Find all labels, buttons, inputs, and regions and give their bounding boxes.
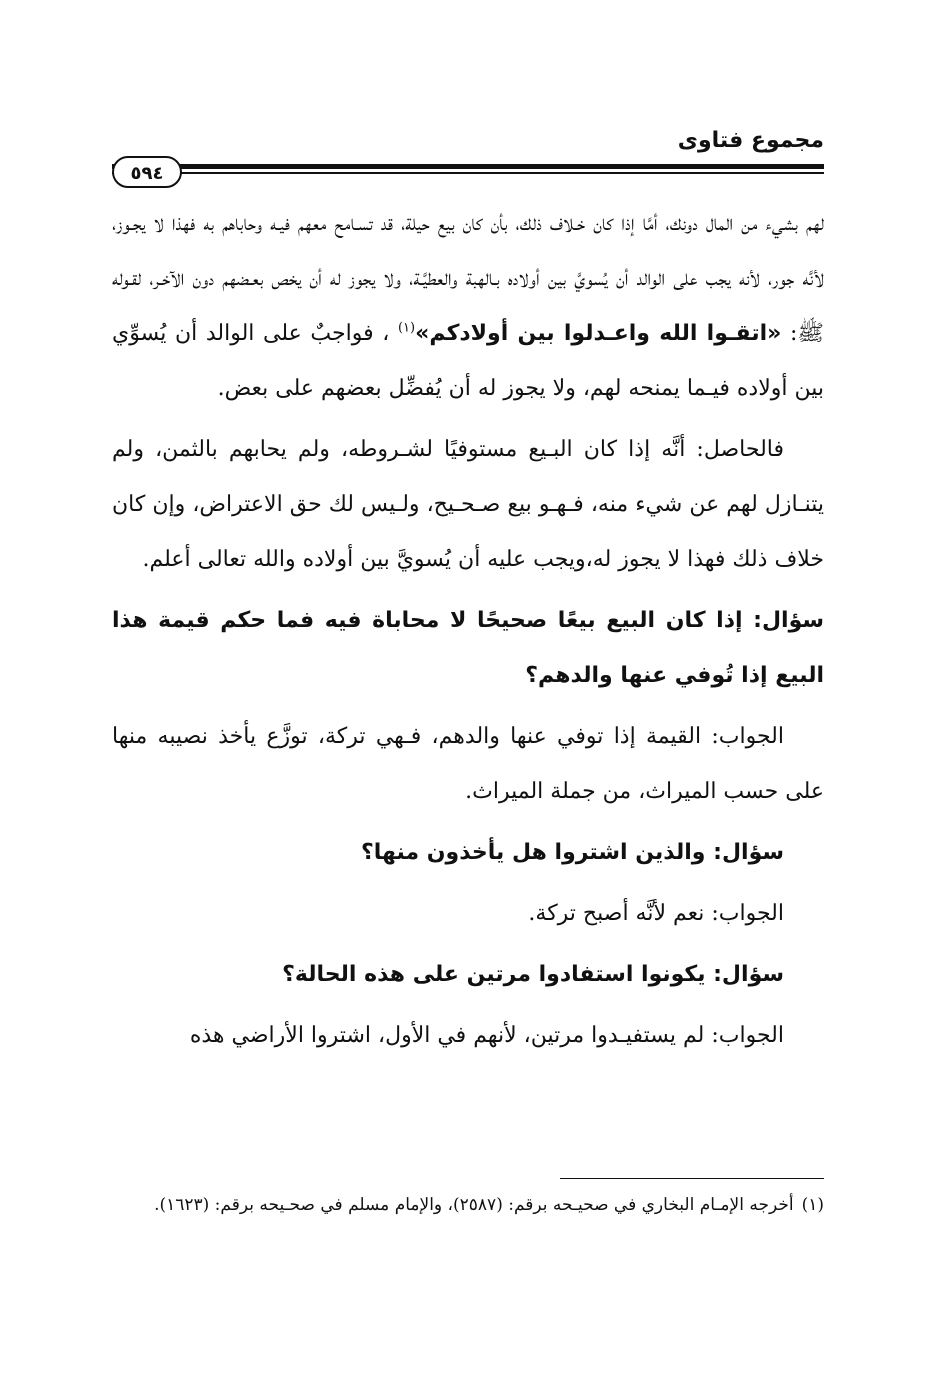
footnote-text: أخرجه الإمـام البخاري في صحيـحه برقم: (٢٥٨٧)، والإمام مسلم في صحـيحه برقم: (١٦٢٣). xyxy=(154,1195,794,1215)
paragraph-1 xyxy=(112,196,824,416)
page-number: ٥٩٤ xyxy=(112,156,182,188)
answer-3: الجواب: لم يستفيـدوا مرتين، لأنهم في الأول، اشتروا الأراضي هذه xyxy=(189,1023,784,1048)
header-rule-thick xyxy=(112,164,824,169)
question-2: سؤال: والذين اشتروا هل يأخذون منها؟ xyxy=(360,840,784,865)
page-header xyxy=(112,126,824,184)
paragraph-1-part-a: لهم بشيء من المال دونك، أمَّا إذا كان خـلاف ذلك، بأن كان بيع حيلة، قد تسـامح معهم فيـه وحاباهم به فهذا لا يجـوز، لأنَّه جور، لأنه يجب على الوالد أن يُسويَّ بين أولاده بـالهبة والعطيَّـة، ولا يجوز له أن يخص بعـضهم دون الآخـر، لقـوله ﷺ: xyxy=(112,211,824,346)
answer-2: الجواب: نعم لأنَّه أصبح تركة. xyxy=(528,901,784,926)
header-rule-thin xyxy=(112,172,824,174)
hadith-quote: «اتقـوا الله واعـدلوا بين أولادكم» xyxy=(415,321,782,346)
main-text xyxy=(112,196,824,1063)
question-1: سؤال: إذا كان البيع بيعًا صحيحًا لا محاباة فيه فما حكم قيمة هذا البيع إذا تُوفي عنها والدهم؟ xyxy=(112,608,824,688)
footnote-separator xyxy=(560,1178,824,1179)
question-3: سؤال: يكونوا استفادوا مرتين على هذه الحالة؟ xyxy=(282,962,784,987)
book-title: مجموع فتاوى xyxy=(677,128,824,153)
footnote xyxy=(112,1190,824,1220)
paragraph-2: فالحاصل: أنَّه إذا كان البـيع مستوفيًا لشـروطه، ولم يحابهم بالثمن، ولم يتنـازل لهم عن شيء منه، فـهـو بيع صـحـيح، ولـيس لك حق الاعتراض، وإن كان خلاف ذلك فهذا لا يجوز له،ويجب عليه أن يُسويَّ بين أولاده والله تعالى أعلم. xyxy=(112,437,824,572)
paragraph-1-part-b: ، فواجبٌ على الوالد أن يُسوِّي بين أولاده فيـما يمنحه لهم، ولا يجوز له أن يُفضِّل بعضهم على بعض. xyxy=(112,321,824,401)
footnote-marker: (١) xyxy=(801,1195,824,1215)
footnote-reference: (١) xyxy=(397,320,416,336)
answer-1: الجواب: القيمة إذا توفي عنها والدهم، فـهي تركة، توزَّع يأخذ نصيبه منها على حسب الميراث، من جملة الميراث. xyxy=(112,724,824,804)
